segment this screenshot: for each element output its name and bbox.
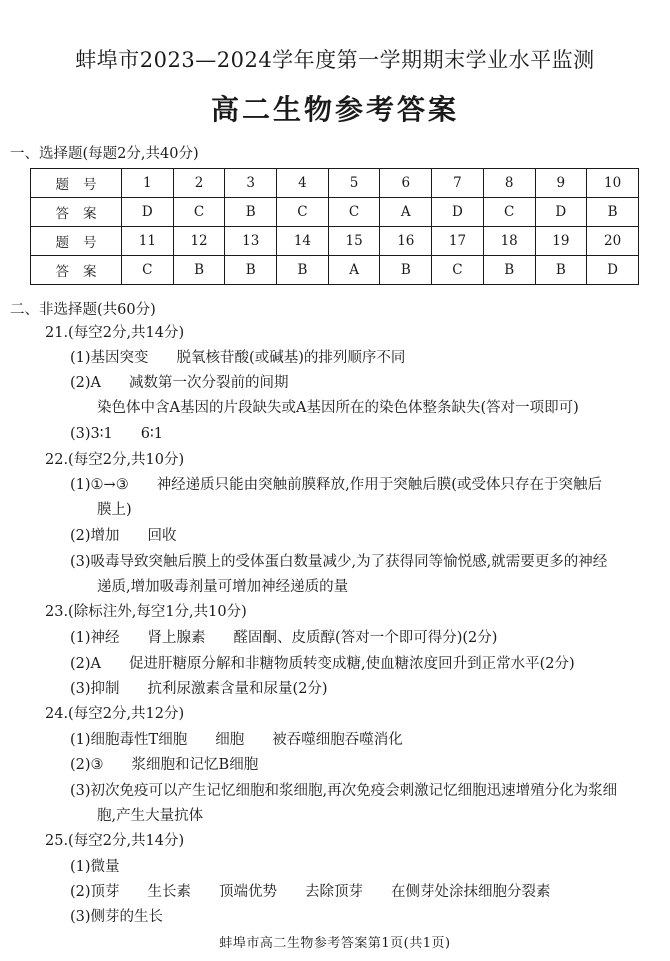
table-cell: B xyxy=(587,198,639,227)
q24-line1 xyxy=(70,730,403,750)
q25-line3: (3)侧芽的生长 xyxy=(70,909,164,925)
q23-line3 xyxy=(70,679,328,699)
answer-table xyxy=(30,168,639,285)
q24-answer: 浆细胞和记忆B细胞 xyxy=(131,757,259,773)
q24-answer: (2)③ xyxy=(70,757,104,773)
table-cell: 14 xyxy=(277,227,329,256)
q23-answer: (3)抑制 xyxy=(70,681,120,697)
q23-answer: 促进肝糖原分解和非糖物质转变成糖,使血糖浓度回升到正常水平(2分) xyxy=(129,656,575,672)
section1-heading: 一、选择题(每题2分,共40分) xyxy=(10,146,199,162)
table-cell: 1 xyxy=(122,169,174,198)
q25-answer: 去除顶芽 xyxy=(305,884,364,900)
q24-line3-cont: 胞,产生大量抗体 xyxy=(97,808,204,824)
q25-answer: 生长素 xyxy=(147,884,192,900)
q23-answer: 抗利尿激素含量和尿量(2分) xyxy=(147,681,328,697)
table-cell: 5 xyxy=(328,169,380,198)
table-cell: 17 xyxy=(432,227,484,256)
table-cell: D xyxy=(587,256,639,285)
table-cell: C xyxy=(432,256,484,285)
q21-heading: 21.(每空2分,共14分) xyxy=(45,325,185,341)
table-cell: D xyxy=(535,198,587,227)
q25-answer: 顶端优势 xyxy=(219,884,278,900)
table-cell: C xyxy=(122,256,174,285)
table-cell: B xyxy=(173,256,225,285)
table-cell: 4 xyxy=(277,169,329,198)
q24-heading: 24.(每空2分,共12分) xyxy=(45,706,185,722)
table-cell: 15 xyxy=(328,227,380,256)
q22-answer: 神经递质只能由突触前膜释放,作用于突触后膜(或受体只存在于突触后 xyxy=(156,477,602,493)
table-cell: 18 xyxy=(483,227,535,256)
table-cell: C xyxy=(173,198,225,227)
q23-answer: 醛固酮、皮质醇(答对一个即可得分)(2分) xyxy=(233,630,498,646)
section2-heading: 二、非选择题(共60分) xyxy=(10,302,156,318)
q21-answer: (2)A xyxy=(70,375,102,391)
q21-line2-cont: 染色体中含A基因的片段缺失或A基因所在的染色体整条缺失(答对一项即可) xyxy=(97,400,579,416)
table-cell: 9 xyxy=(535,169,587,198)
row-label-answer: 答案 xyxy=(31,198,122,227)
table-cell: D xyxy=(432,198,484,227)
q22-answer: (1)①→③ xyxy=(70,477,129,493)
table-cell: A xyxy=(380,198,432,227)
table-row xyxy=(31,169,639,198)
q21-answer: 减数第一次分裂前的间期 xyxy=(129,375,289,391)
q24-line3: (3)初次免疫可以产生记忆细胞和浆细胞,再次免疫会刺激记忆细胞迅速增殖分化为浆细 xyxy=(70,783,618,799)
row-label-question: 题号 xyxy=(31,169,122,198)
q22-line2 xyxy=(70,526,177,546)
q21-answer: (1)基因突变 xyxy=(70,350,149,366)
q23-answer: (1)神经 xyxy=(70,630,120,646)
document-subtitle: 高二生物参考答案 xyxy=(210,93,459,126)
q22-line3-cont: 递质,增加吸毒剂量可增加神经递质的量 xyxy=(97,579,349,595)
table-cell: 11 xyxy=(122,227,174,256)
q21-line1 xyxy=(70,348,405,368)
q22-line1-cont: 膜上) xyxy=(97,502,132,518)
q25-answer: 在侧芽处涂抹细胞分裂素 xyxy=(391,884,551,900)
table-cell: 2 xyxy=(173,169,225,198)
table-cell: 8 xyxy=(483,169,535,198)
table-cell: B xyxy=(225,198,277,227)
q23-line1 xyxy=(70,628,497,648)
table-cell: C xyxy=(277,198,329,227)
table-cell: C xyxy=(328,198,380,227)
q24-line2 xyxy=(70,755,258,775)
q25-line1: (1)微量 xyxy=(70,859,120,875)
table-row xyxy=(31,198,639,227)
q22-line1 xyxy=(70,475,602,495)
table-cell: 6 xyxy=(380,169,432,198)
q22-answer: (2)增加 xyxy=(70,528,120,544)
row-label-question: 题号 xyxy=(31,227,122,256)
q24-answer: 被吞噬细胞吞噬消化 xyxy=(272,732,403,748)
q21-line2 xyxy=(70,373,289,393)
q24-answer: 细胞 xyxy=(215,732,245,748)
table-row xyxy=(31,227,639,256)
table-cell: B xyxy=(380,256,432,285)
row-label-answer: 答案 xyxy=(31,256,122,285)
q25-heading: 25.(每空2分,共14分) xyxy=(45,833,185,849)
q22-answer: 回收 xyxy=(147,528,177,544)
q23-answer: (2)A xyxy=(70,656,102,672)
document-title: 蚌埠市2023—2024学年度第一学期期末学业水平监测 xyxy=(75,48,595,72)
table-cell: B xyxy=(225,256,277,285)
table-cell: B xyxy=(535,256,587,285)
table-cell: 20 xyxy=(587,227,639,256)
q21-line3 xyxy=(70,424,163,444)
q23-line2 xyxy=(70,654,575,674)
q24-answer: (1)细胞毒性T细胞 xyxy=(70,732,188,748)
q25-line2 xyxy=(70,882,551,902)
q21-answer: 6∶1 xyxy=(140,426,163,442)
table-cell: 10 xyxy=(587,169,639,198)
table-cell: 19 xyxy=(535,227,587,256)
page-footer: 蚌埠市高二生物参考答案第1页(共1页) xyxy=(219,936,451,951)
q21-answer: 脱氧核苷酸(或碱基)的排列顺序不同 xyxy=(176,350,406,366)
q22-line3: (3)吸毒导致突触后膜上的受体蛋白数量减少,为了获得同等愉悦感,就需要更多的神经 xyxy=(70,554,608,570)
table-row xyxy=(31,256,639,285)
q21-answer: (3)3∶1 xyxy=(70,426,113,442)
table-cell: 12 xyxy=(173,227,225,256)
q23-answer: 肾上腺素 xyxy=(147,630,206,646)
table-cell: B xyxy=(483,256,535,285)
table-cell: C xyxy=(483,198,535,227)
table-cell: 7 xyxy=(432,169,484,198)
table-cell: 16 xyxy=(380,227,432,256)
q23-heading: 23.(除标注外,每空1分,共10分) xyxy=(45,604,247,620)
table-cell: 3 xyxy=(225,169,277,198)
q25-answer: (2)顶芽 xyxy=(70,884,120,900)
table-cell: A xyxy=(328,256,380,285)
q22-heading: 22.(每空2分,共10分) xyxy=(45,452,185,468)
table-cell: B xyxy=(277,256,329,285)
table-cell: D xyxy=(122,198,174,227)
table-cell: 13 xyxy=(225,227,277,256)
